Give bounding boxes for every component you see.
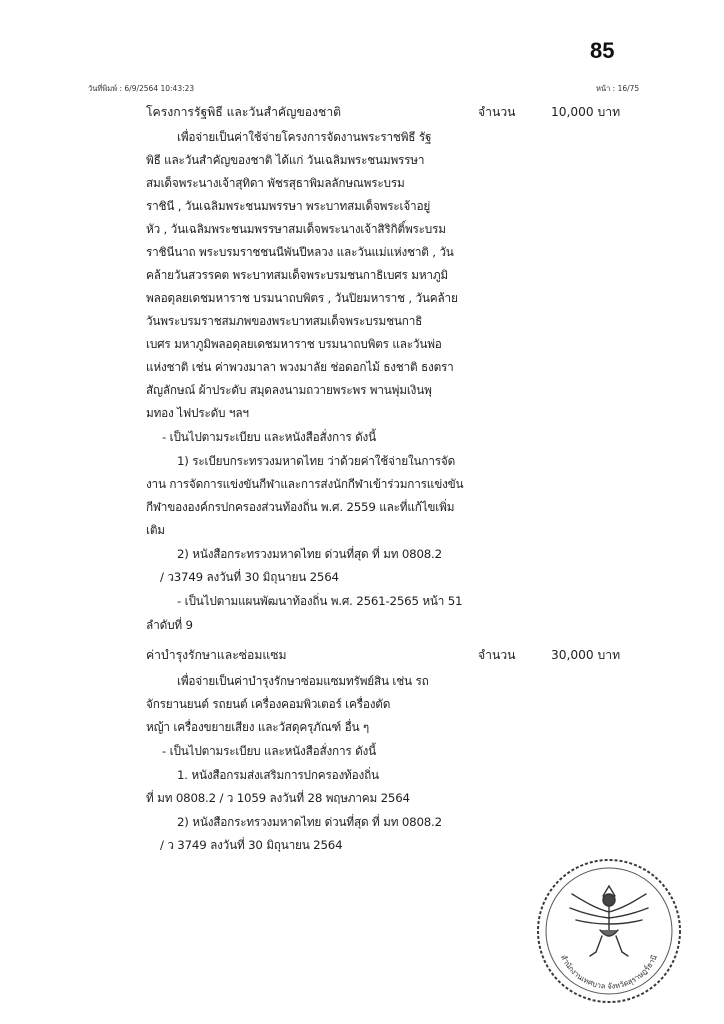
body-line: / ว3749 ลงวันที่ 30 มิถุนายน 2564 bbox=[160, 570, 339, 584]
body-line: ที่ มท 0808.2 / ว 1059 ลงวันที่ 28 พฤษภาคม 2564 bbox=[146, 791, 410, 805]
body-line: ราชินีนาถ พระบรมราชชนนีพันปีหลวง และวันแม่แห่งชาติ , วัน bbox=[146, 245, 454, 259]
body-line: เติม bbox=[146, 523, 165, 537]
amount-value: 30,000 บาท bbox=[551, 648, 621, 662]
body-line: 1) ระเบียบกระทรวงมหาดไทย ว่าด้วยค่าใช้จ่ายในการจัด bbox=[177, 454, 456, 468]
body-line: วันพระบรมราชสมภพของพระบาทสมเด็จพระบรมชนกาธิ bbox=[146, 314, 423, 328]
body-line: งาน การจัดการแข่งขันกีฬาและการส่งนักกีฬาเข้าร่วมการแข่งขัน bbox=[146, 477, 464, 491]
body-line: / ว 3749 ลงวันที่ 30 มิถุนายน 2564 bbox=[160, 838, 343, 852]
body-line: มทอง ไฟประดับ ฯลฯ bbox=[146, 406, 249, 420]
body-line: - เป็นไปตามแผนพัฒนาท้องถิ่น พ.ศ. 2561-2565 หน้า 51 bbox=[177, 594, 463, 608]
body-line: หัว , วันเฉลิมพระชนมพรรษาสมเด็จพระนางเจ้าสิริกิติ์พระบรม bbox=[146, 222, 446, 236]
amount-label: จำนวน bbox=[478, 648, 516, 662]
svg-text:สำนักงานเทศบาล จังหวัดสุราษฎร์ bbox=[559, 953, 659, 990]
amount-value: 10,000 บาท bbox=[551, 105, 621, 119]
section-title-ceremony: โครงการรัฐพิธี และวันสำคัญของชาติ bbox=[146, 105, 342, 119]
seal-text: สำนักงานเทศบาล จังหวัดสุราษฎร์ธานี bbox=[558, 953, 659, 991]
section-title-maintenance: ค่าบำรุงรักษาและซ่อมแซม bbox=[146, 648, 287, 662]
print-date: วันที่พิมพ์ : 6/9/2564 10:43:23 bbox=[88, 84, 195, 93]
body-line: 2) หนังสือกระทรวงมหาดไทย ด่วนที่สุด ที่ มท 0808.2 bbox=[177, 547, 442, 561]
body-line: สมเด็จพระนางเจ้าสุทิดา พัชรสุธาพิมลลักษณพระบรม bbox=[146, 176, 405, 190]
body-line: ลำดับที่ 9 bbox=[146, 618, 193, 632]
body-line: เบศร มหาภูมิพลอดุลยเดชมหาราช บรมนาถบพิตร และวันพ่อ bbox=[146, 337, 442, 351]
body-line: สัญลักษณ์ ผ้าประดับ สมุดลงนามถวายพระพร พานพุ่มเงินพุ bbox=[146, 383, 432, 397]
body-line: 1. หนังสือกรมส่งเสริมการปกครองท้องถิ่น bbox=[177, 768, 379, 782]
page-number: 85 bbox=[590, 38, 615, 63]
body-line: พิธี และวันสำคัญของชาติ ได้แก่ วันเฉลิมพระชนมพรรษา bbox=[146, 153, 425, 167]
body-line: 2) หนังสือกระทรวงมหาดไทย ด่วนที่สุด ที่ มท 0808.2 bbox=[177, 815, 442, 829]
official-seal bbox=[534, 856, 684, 1006]
body-line: กีฬาขององค์กรปกครองส่วนท้องถิ่น พ.ศ. 2559 และที่แก้ไขเพิ่ม bbox=[146, 500, 455, 514]
body-line: เพื่อจ่ายเป็นค่าใช้จ่ายโครงการจัดงานพระราชพิธี รัฐ bbox=[177, 130, 432, 144]
body-line: - เป็นไปตามระเบียบ และหนังสือสั่งการ ดังนี้ bbox=[162, 430, 376, 444]
body-line: จักรยานยนต์ รถยนต์ เครื่องคอมพิวเตอร์ เครื่องตัด bbox=[146, 697, 391, 711]
garuda-seal-icon bbox=[570, 886, 648, 956]
body-line: คล้ายวันสวรรคต พระบาทสมเด็จพระบรมชนกาธิเบศร มหาภูมิ bbox=[146, 268, 448, 282]
body-line: หญ้า เครื่องขยายเสียง และวัสดุครุภัณฑ์ อื่น ๆ bbox=[146, 720, 370, 734]
amount-label: จำนวน bbox=[478, 105, 516, 119]
body-line: แห่งชาติ เช่น ค่าพวงมาลา พวงมาลัย ช่อดอกไม้ ธงชาติ ธงตรา bbox=[146, 360, 454, 374]
body-line: - เป็นไปตามระเบียบ และหนังสือสั่งการ ดังนี้ bbox=[162, 744, 376, 758]
body-line: พลอดุลยเดชมหาราช บรมนาถบพิตร , วันปิยมหาราช , วันคล้าย bbox=[146, 291, 458, 305]
body-line: ราชินี , วันเฉลิมพระชนมพรรษา พระบาทสมเด็จพระเจ้าอยู่ bbox=[146, 199, 431, 213]
page-reference: หน้า : 16/75 bbox=[596, 84, 640, 93]
body-line: เพื่อจ่ายเป็นค่าบำรุงรักษาซ่อมแซมทรัพย์สิน เช่น รถ bbox=[177, 674, 429, 688]
